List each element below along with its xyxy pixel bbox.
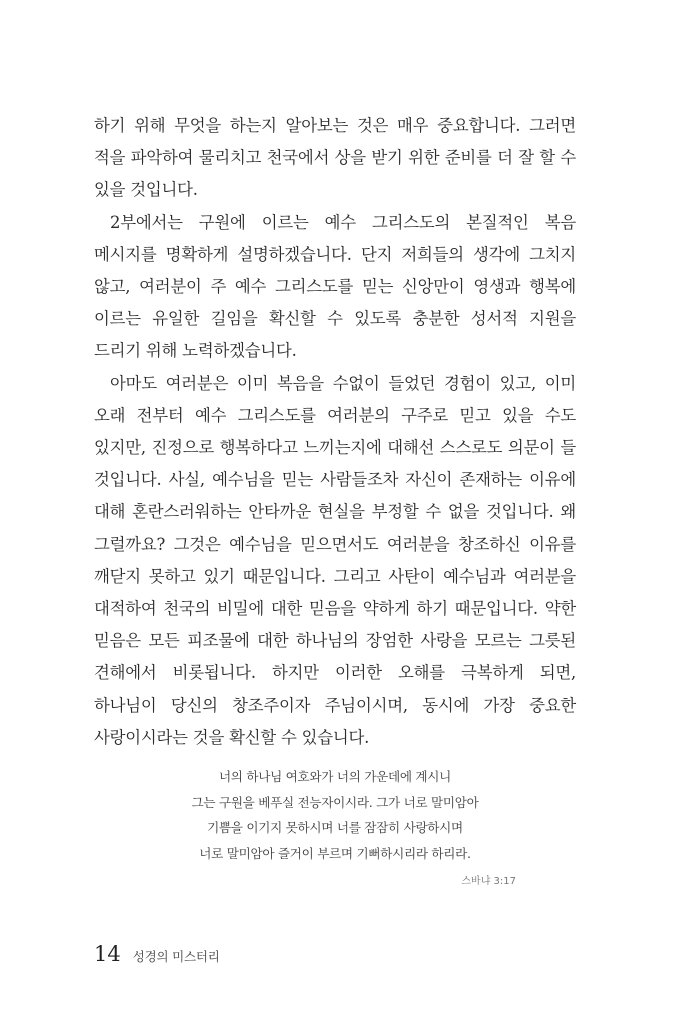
body-text xyxy=(94,110,576,754)
paragraph-2: 2부에서는 구원에 이르는 예수 그리스도의 본질적인 복음 메시지를 명확하게 설명하겠습니다. 단지 저희들의 생각에 그치지 않고, 여러분이 주 예수 그리스도를 믿는 신앙만이 영생과 행복에 이르는 유일한 길임을 확신할 수 있도록 충분한 성서적 지원을 드리기 위해 노력하겠습니다. xyxy=(94,212,576,361)
page-number: 14 xyxy=(94,942,121,966)
quote-source: 스바냐 3:17 xyxy=(461,876,516,887)
quote-line-1: 너의 하나님 여호와가 너의 가운데에 계시니 xyxy=(218,769,452,784)
paragraph-1: 하기 위해 무엇을 하는지 알아보는 것은 매우 중요합니다. 그러면 적을 파악하여 물리치고 천국에서 상을 받기 위한 준비를 더 잘 할 수 있을 것입니다. xyxy=(94,116,576,200)
quote-line-2: 그는 구원을 베푸실 전능자이시라. 그가 너로 말미암아 xyxy=(191,794,479,810)
running-title: 성경의 미스터리 xyxy=(132,949,220,964)
quote-line-3: 기쁨을 이기지 못하시며 너를 잠잠히 사랑하시며 xyxy=(207,820,463,835)
quote-line-4: 너로 말미암아 즐거이 부르며 기뻐하시리라 하리라. xyxy=(199,845,471,861)
scripture-quote xyxy=(94,764,576,866)
page-footer xyxy=(94,942,220,972)
paragraph-3: 아마도 여러분은 이미 복음을 수없이 들었던 경험이 있고, 이미 오래 전부터 예수 그리스도를 여러분의 구주로 믿고 있을 수도 있지만, 진정으로 행복하다고 느끼는지에 대해선 스스로도 의문이 들 것입니다. 사실, 예수님을 믿는 사람들조차 자신이 존재하는 이유에 대해 혼란스러워하는 안타까운 현실을 부정할 수 없을 것입니다. 왜 그럴까요? 그것은 예수님을 믿으면서도 여러분을 창조하신 이유를 깨닫지 못하고 있기 때문입니다. 그리고 사탄이 예수님과 여러분을 대적하여 천국의 비밀에 대한 믿음을 약하게 하기 때문입니다. 약한 믿음은 모든 피조물에 대한 하나님의 장엄한 사랑을 모르는 그릇된 견해에서 비롯됩니다. 하지만 이러한 오해를 극복하게 되면, 하나님이 당신의 창조주이자 주님이시며, 동시에 가장 중요한 사랑이시라는 것을 확신할 수 있습니다. xyxy=(94,373,576,747)
